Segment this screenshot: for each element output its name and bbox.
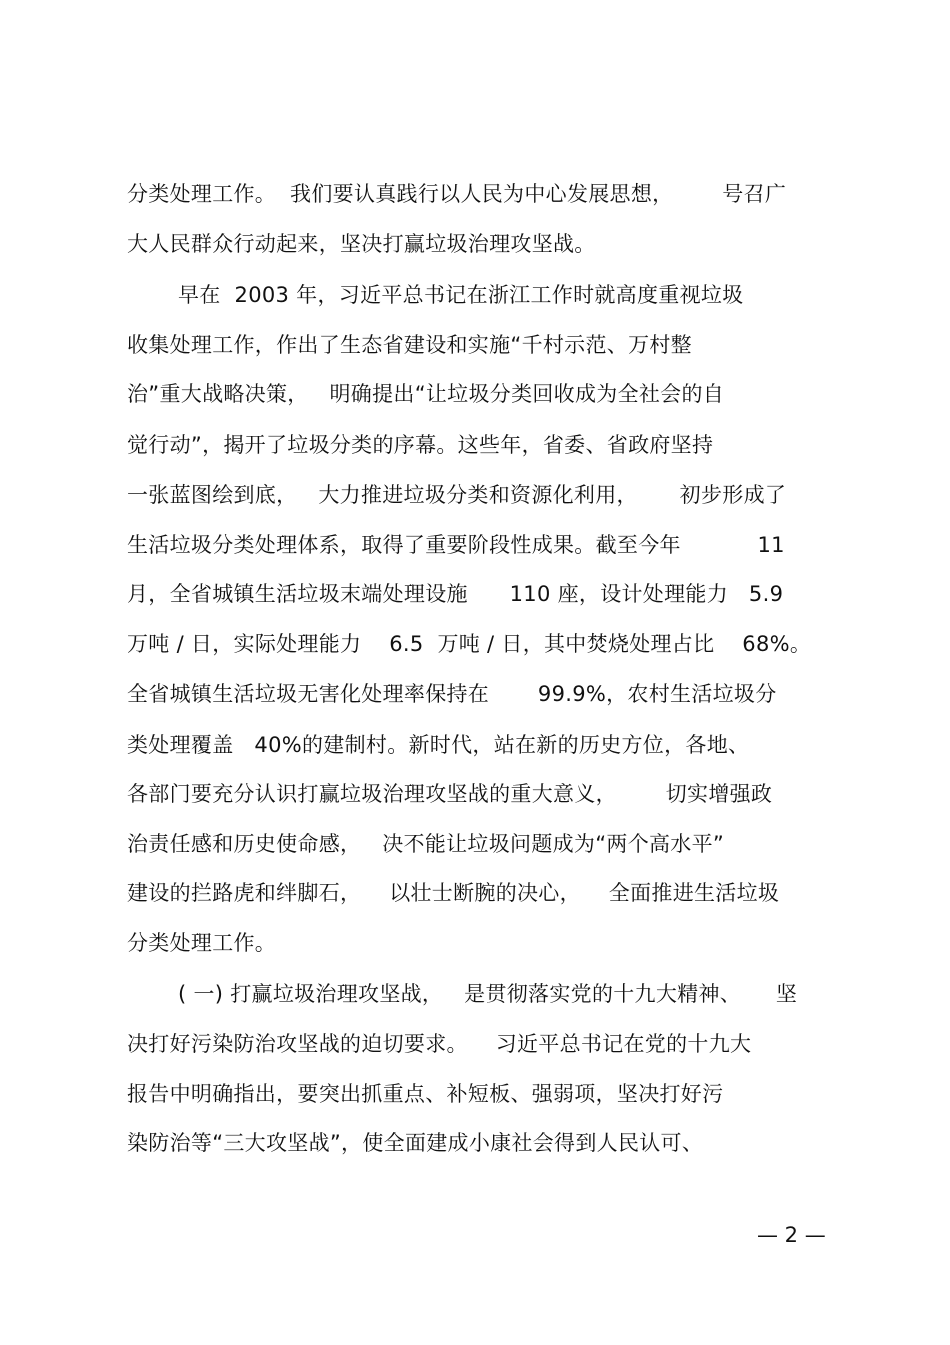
- text-line: 分类处理工作。: [127, 931, 277, 955]
- text-line: 全省城镇生活垃圾无害化处理率保持在 99.9%，农村生活垃圾分: [127, 682, 777, 706]
- text-line: 决打好污染防治攻坚战的迫切要求。 习近平总书记在党的十九大: [127, 1032, 752, 1056]
- text-line: 月，全省城镇生活垃圾末端处理设施 110 座，设计处理能力 5.9: [127, 582, 784, 606]
- text-line: 收集处理工作，作出了生态省建设和实施“千村示范、万村整: [127, 333, 692, 357]
- text-line: 染防治等“三大攻坚战”，使全面建成小康社会得到人民认可、: [127, 1131, 704, 1155]
- text-line: 万吨 / 日，实际处理能力 6.5 万吨 / 日，其中焚烧处理占比 68%。: [127, 632, 812, 656]
- text-line: 建设的拦路虎和绊脚石， 以壮士断腕的决心， 全面推进生活垃圾: [127, 881, 780, 905]
- text-line: 治责任感和历史使命感， 决不能让垃圾问题成为“两个高水平”: [127, 832, 725, 856]
- text-line: 类处理覆盖 40%的建制村。新时代，站在新的历史方位，各地、: [127, 733, 750, 757]
- text-line: ( 一) 打赢垃圾治理攻坚战， 是贯彻落实党的十九大精神、 坚: [178, 982, 798, 1006]
- text-line: 一张蓝图绘到底， 大力推进垃圾分类和资源化利用， 初步形成了: [127, 483, 787, 507]
- text-line: 觉行动”，揭开了垃圾分类的序幕。这些年，省委、省政府坚持: [127, 433, 714, 457]
- page-number: — 2 —: [757, 1223, 826, 1247]
- text-line: 大人民群众行动起来，坚决打赢垃圾治理攻坚战。: [127, 232, 596, 256]
- text-line: 各部门要充分认识打赢垃圾治理攻坚战的重大意义， 切实增强政: [127, 782, 773, 806]
- text-line: 分类处理工作。 我们要认真践行以人民为中心发展思想， 号召广: [127, 182, 787, 206]
- text-line: 治”重大战略决策， 明确提出“让垃圾分类回收成为全社会的自: [127, 382, 725, 406]
- text-line: 生活垃圾分类处理体系，取得了重要阶段性成果。截至今年 11: [127, 533, 785, 557]
- text-line: 报告中明确指出，要突出抓重点、补短板、强弱项，坚决打好污: [127, 1082, 724, 1106]
- text-line: 早在 2003 年，习近平总书记在浙江工作时就高度重视垃圾: [178, 283, 744, 307]
